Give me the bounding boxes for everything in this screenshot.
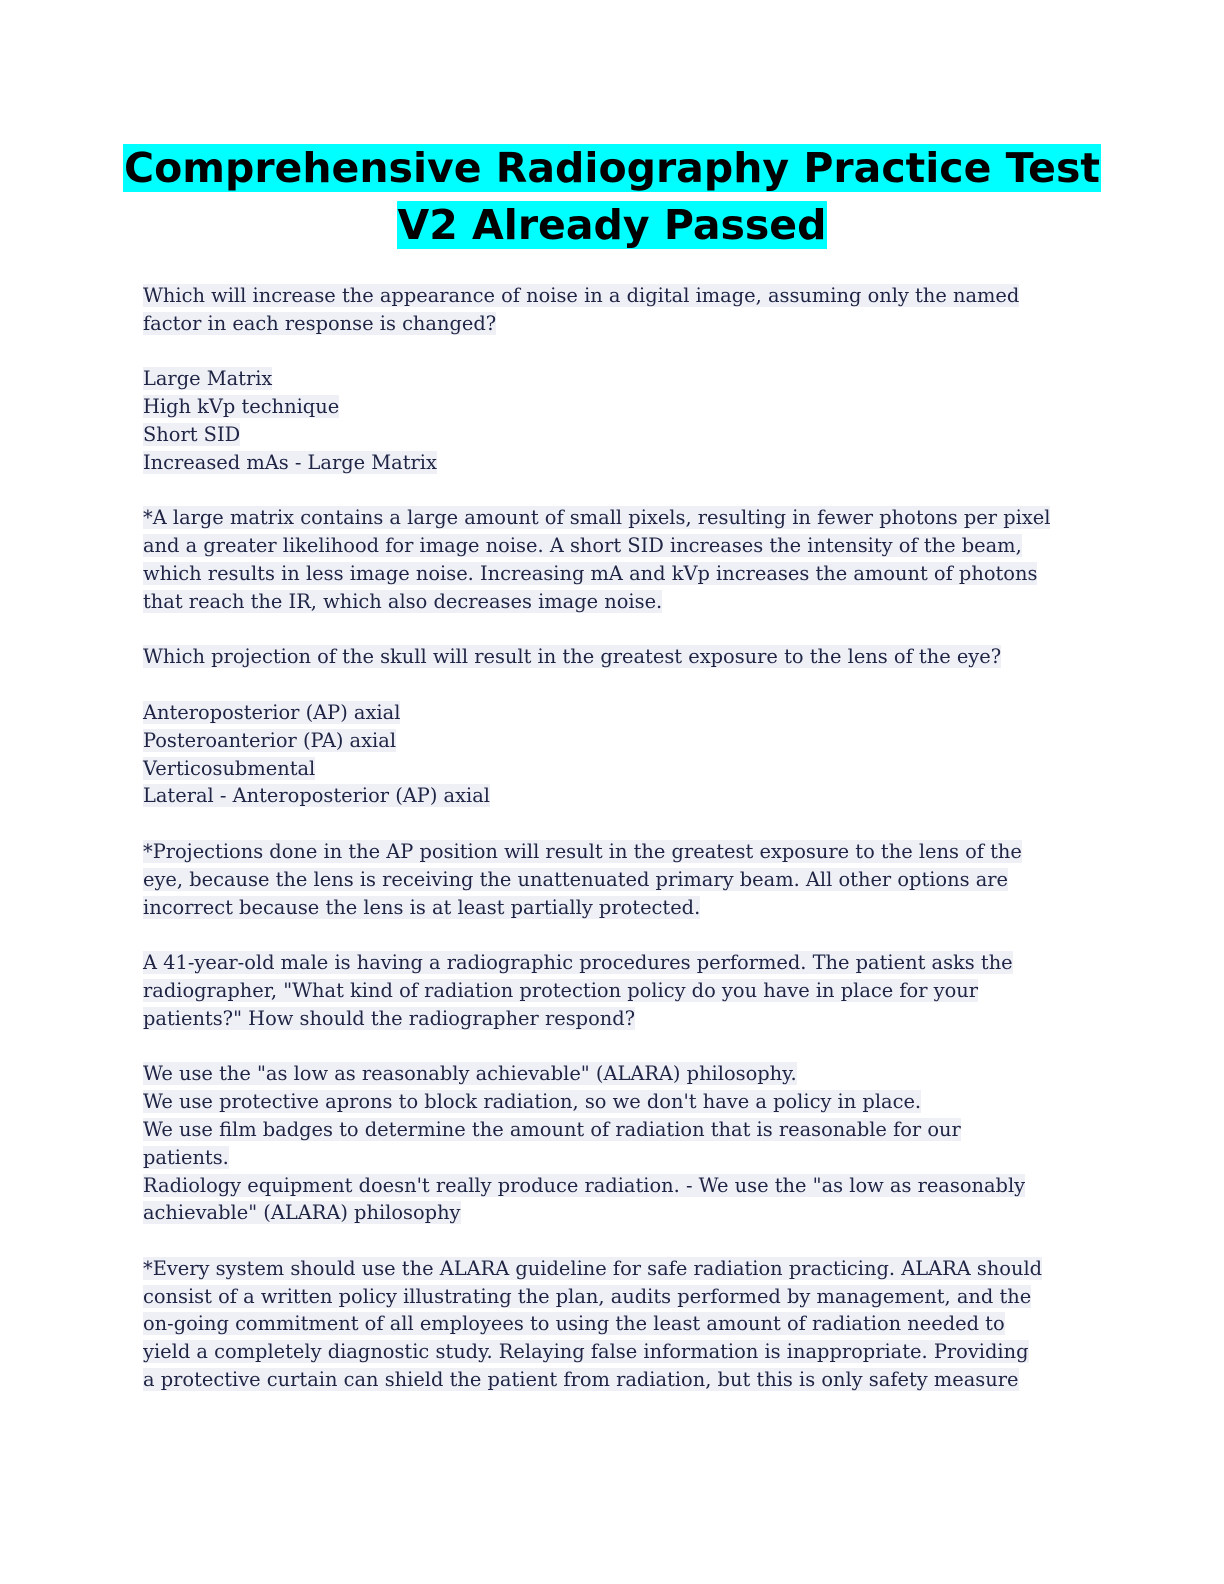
- question-2-option: Posteroanterior (PA) axial: [143, 728, 397, 752]
- explanation-line: yield a completely diagnostic study. Relaying false information is inappropriate. Providing: [143, 1340, 1029, 1364]
- explanation-line: *A large matrix contains a large amount of small pixels, resulting in fewer photons per pixel: [143, 506, 1051, 530]
- question-2-explanation: [143, 838, 1083, 921]
- question-1-option: Short SID: [143, 422, 241, 446]
- document-body: [143, 282, 1083, 1422]
- question-1-line-1: Which will increase the appearance of noise in a digital image, assuming only the named: [143, 284, 1020, 307]
- question-3-line-1: A 41-year-old male is having a radiographic procedures performed. The patient asks the: [143, 951, 1013, 975]
- explanation-line: incorrect because the lens is at least partially protected.: [143, 895, 701, 919]
- explanation-line: on-going commitment of all employees to using the least amount of radiation needed to: [143, 1312, 1005, 1336]
- question-3-options: [143, 1060, 1083, 1227]
- question-1-option: Increased mAs - Large Matrix: [143, 450, 437, 474]
- explanation-line: and a greater likelihood for image noise. A short SID increases the intensity of the beam,: [143, 534, 1022, 558]
- question-1-options: [143, 365, 1083, 476]
- explanation-line: which results in less image noise. Increasing mA and kVp increases the amount of photons: [143, 561, 1038, 585]
- document-title: [0, 140, 1224, 254]
- question-1-explanation: [143, 504, 1083, 615]
- explanation-line: that reach the IR, which also decreases image noise.: [143, 589, 663, 613]
- question-1-option: High kVp technique: [143, 395, 340, 419]
- title-line-2: V2 Already Passed: [397, 201, 827, 249]
- question-3-line-3: patients?" How should the radiographer respond?: [143, 1006, 636, 1030]
- question-2-option: Verticosubmental: [143, 756, 316, 780]
- explanation-line: *Projections done in the AP position will result in the greatest exposure to the lens of the: [143, 839, 1022, 863]
- question-2-line-1: Which projection of the skull will result in the greatest exposure to the lens of the eye?: [143, 645, 1002, 669]
- title-line-1: Comprehensive Radiography Practice Test: [124, 144, 1100, 192]
- question-3-explanation: [143, 1255, 1083, 1394]
- question-1-line-2: factor in each response is changed?: [143, 311, 497, 335]
- question-3-option: We use film badges to determine the amount of radiation that is reasonable for our: [143, 1117, 961, 1141]
- question-3-line-2: radiographer, "What kind of radiation protection policy do you have in place for your: [143, 978, 979, 1002]
- question-3-option: patients.: [143, 1145, 229, 1169]
- explanation-line: consist of a written policy illustrating the plan, audits performed by management, and the: [143, 1284, 1032, 1308]
- question-2-options: [143, 699, 1083, 810]
- question-1-option: Large Matrix: [143, 367, 273, 391]
- question-3: [143, 949, 1083, 1032]
- question-2-option: Anteroposterior (AP) axial: [143, 700, 401, 724]
- explanation-line: eye, because the lens is receiving the unattenuated primary beam. All other options are: [143, 867, 1009, 891]
- question-3-option: We use the "as low as reasonably achievable" (ALARA) philosophy.: [143, 1062, 797, 1086]
- question-3-option: Radiology equipment doesn't really produce radiation. - We use the "as low as reasonably: [143, 1173, 1026, 1197]
- question-2-option: Lateral - Anteroposterior (AP) axial: [143, 784, 491, 808]
- question-3-option: achievable" (ALARA) philosophy: [143, 1201, 461, 1225]
- question-2: [143, 643, 1083, 671]
- explanation-line: *Every system should use the ALARA guideline for safe radiation practicing. ALARA should: [143, 1256, 1043, 1280]
- explanation-line: a protective curtain can shield the patient from radiation, but this is only safety measure: [143, 1368, 1019, 1392]
- question-1: [143, 282, 1083, 338]
- question-3-option: We use protective aprons to block radiation, so we don't have a policy in place.: [143, 1090, 922, 1114]
